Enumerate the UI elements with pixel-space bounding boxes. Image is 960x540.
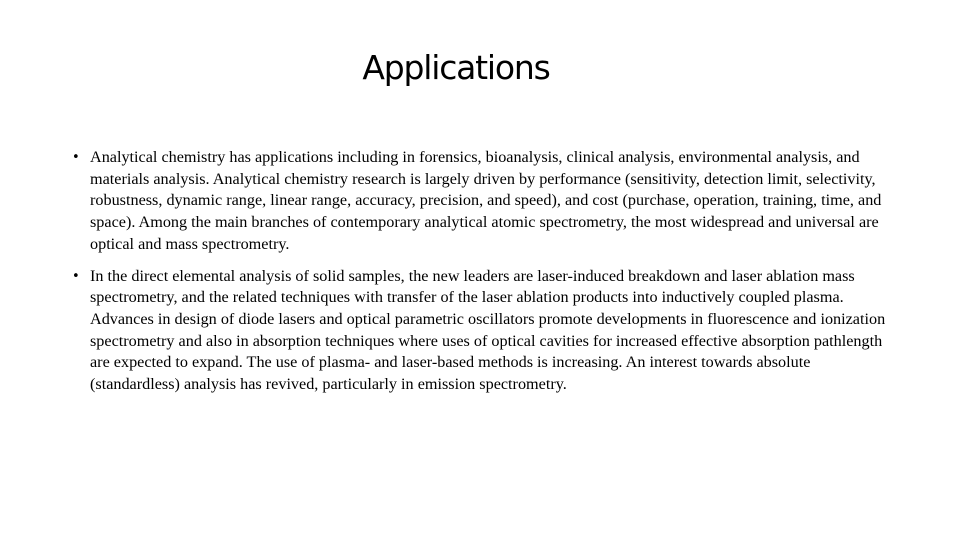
bullet-item (72, 266, 894, 396)
bullet-item (72, 147, 894, 256)
bullet-list (72, 147, 894, 406)
bullet-dot-icon: • (72, 268, 80, 284)
slide-title: Applications (362, 48, 550, 87)
bullet-text: In the direct elemental analysis of solid samples, the new leaders are laser-induced breakdown and laser ablation mass spectrometry, and the related techniques with transfer of the laser ablation products into inductively coupled plasma. Advances in design of diode lasers and optical parametric oscillators promote developments in fluorescence and ionization spectrometry and also in absorption techniques where uses of optical cavities for increased effective absorption pathlength are expected to expand. The use of plasma- and laser-based methods is increasing. An interest towards absolute (standardless) analysis has revived, particularly in emission spectrometry. (90, 266, 886, 394)
bullet-dot-icon: • (72, 150, 80, 165)
bullet-text: Analytical chemistry has applications including in forensics, bioanalysis, clinical analysis, environmental analysis, and materials analysis. Analytical chemistry research is largely driven by performance (sensitivity, detection limit, selectivity, robustness, dynamic range, linear range, accuracy, precision, and speed), and cost (purchase, operation, training, time, and space). Among the main branches of contemporary analytical atomic spectrometry, the most widespread and universal are optical and mass spectrometry. (90, 148, 882, 253)
